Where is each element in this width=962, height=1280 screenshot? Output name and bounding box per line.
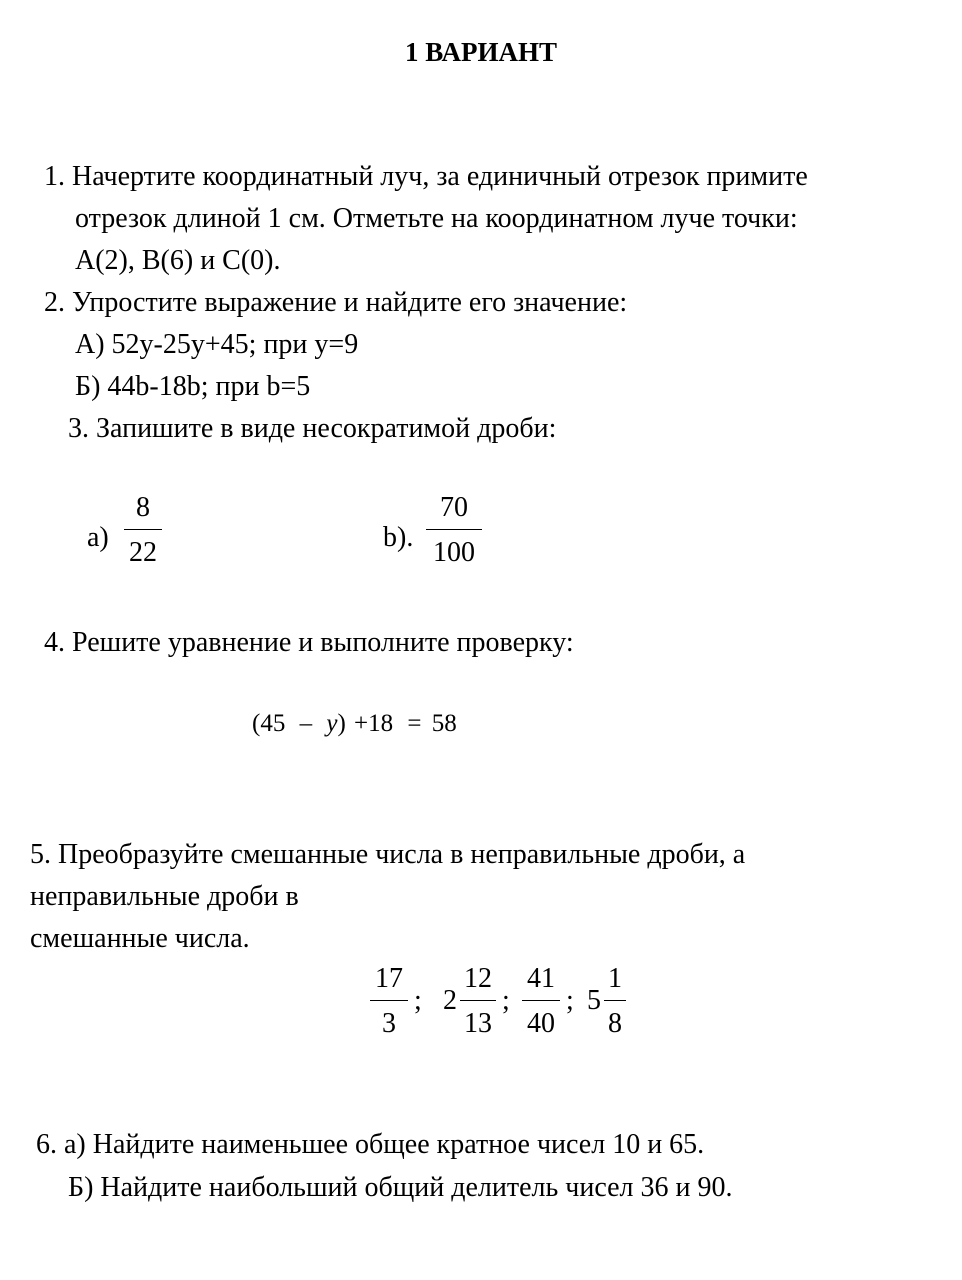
mixed-whole: 5 xyxy=(587,985,601,1016)
task1-line1: 1. Начертите координатный луч, за единичный отрезок примите xyxy=(44,161,808,192)
task6-item-b: Б) Найдите наибольший общий делитель чисел 36 и 90. xyxy=(68,1172,733,1203)
task1-line3: А(2), В(6) и С(0). xyxy=(75,245,281,276)
fraction-denominator: 13 xyxy=(464,1007,492,1039)
task5-fraction-3 xyxy=(522,962,560,1040)
eq-equals: = xyxy=(407,710,422,737)
eq-close: ) xyxy=(337,710,346,737)
fraction-numerator: 12 xyxy=(464,963,492,994)
task5-fraction-4 xyxy=(604,962,626,1040)
fraction-numerator: 17 xyxy=(375,963,403,994)
task4-equation xyxy=(252,709,457,739)
task5-fraction-1 xyxy=(370,962,408,1040)
task5-fraction-2 xyxy=(460,962,496,1040)
fraction-numerator: 70 xyxy=(440,492,468,523)
task3-fraction-b xyxy=(426,491,482,569)
eq-plus: + xyxy=(354,710,369,737)
separator: ; xyxy=(566,985,574,1016)
task3-fraction-a xyxy=(124,491,162,569)
fraction-numerator: 8 xyxy=(136,492,150,523)
task3-line1: 3. Запишите в виде несократимой дроби: xyxy=(68,413,557,444)
task2-line1: 2. Упростите выражение и найдите его значение: xyxy=(44,287,628,318)
eq-18: 18 xyxy=(368,710,394,737)
fraction-denominator: 8 xyxy=(608,1007,622,1039)
eq-open: (45 xyxy=(252,710,286,737)
fraction-denominator: 100 xyxy=(433,536,475,568)
task3-label-a: а) xyxy=(87,522,109,553)
separator: ; xyxy=(414,985,422,1016)
eq-variable: y xyxy=(326,710,338,737)
fraction-denominator: 3 xyxy=(382,1007,396,1039)
separator: ; xyxy=(502,985,510,1016)
fraction-denominator: 22 xyxy=(129,536,157,568)
task2-item-b: Б) 44b-18b; при b=5 xyxy=(75,371,311,402)
eq-58: 58 xyxy=(431,710,457,737)
fraction-numerator: 41 xyxy=(527,963,555,994)
task4-line1: 4. Решите уравнение и выполните проверку: xyxy=(44,627,574,658)
task2-item-a: А) 52у-25у+45; при у=9 xyxy=(75,329,359,360)
mixed-whole: 2 xyxy=(443,985,457,1016)
task5-line3: смешанные числа. xyxy=(30,923,250,954)
task5-line2: неправильные дроби в xyxy=(30,881,299,912)
eq-minus: – xyxy=(299,710,313,737)
task1-line2: отрезок длиной 1 см. Отметьте на координатном луче точки: xyxy=(75,203,798,234)
page-title: 1 ВАРИАНТ xyxy=(404,37,558,67)
fraction-denominator: 40 xyxy=(527,1007,555,1039)
task6-item-a: 6. а) Найдите наименьшее общее кратное чисел 10 и 65. xyxy=(36,1129,705,1160)
task5-line1: 5. Преобразуйте смешанные числа в неправильные дроби, а xyxy=(30,839,746,870)
task3-label-b: b). xyxy=(383,522,414,553)
fraction-numerator: 1 xyxy=(608,963,622,994)
